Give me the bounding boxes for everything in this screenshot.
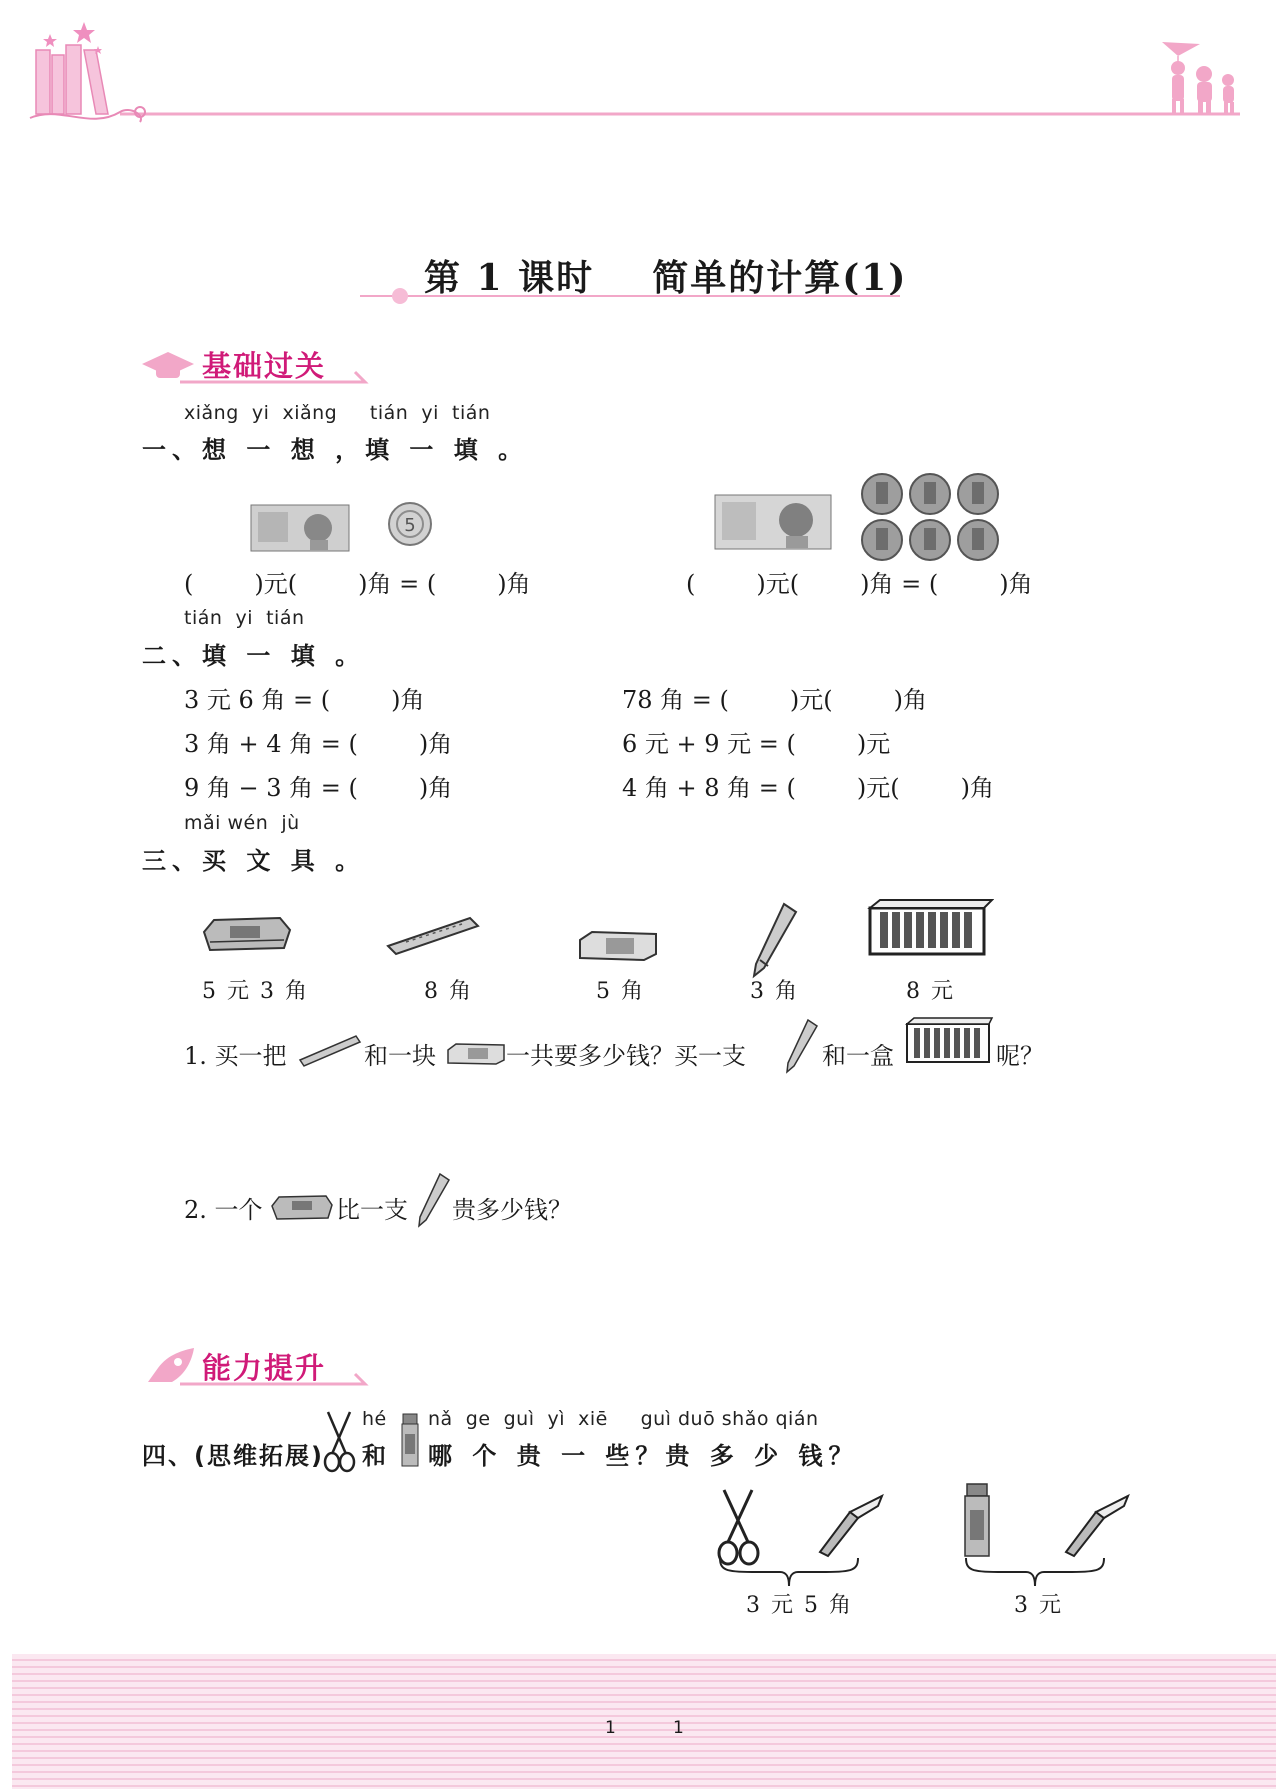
q2-heading: 二、填 一 填 。: [142, 642, 366, 670]
q3-sub1-part-b: 和一块: [364, 1042, 436, 1070]
q3-heading: 三、买 文 具 。: [142, 847, 366, 875]
q3-sub1-part-a: 1. 买一把: [184, 1042, 287, 1070]
pencil-case-icon: [200, 912, 292, 956]
pencil-icon: [750, 902, 800, 980]
brace-right: [962, 1556, 1108, 1590]
kids-silhouette: [1162, 42, 1234, 114]
banknote-10-yuan-icon: [714, 494, 832, 550]
header-decoration: [0, 0, 1287, 140]
books-ornament: [36, 45, 108, 114]
glue-stick-icon: [962, 1482, 992, 1560]
q1-blank-right: ( )元( )角 = ( )角: [686, 570, 1033, 598]
q3-sub2-part-a: 2. 一个: [184, 1196, 263, 1224]
section-title-basic: 基础过关: [202, 349, 327, 383]
price-crayon-box: 8 元: [906, 979, 955, 1004]
q3-sub1-part-e: 呢？: [996, 1042, 1044, 1070]
section-banner-basic: [140, 344, 370, 388]
q4-he: 和: [362, 1442, 392, 1470]
q4-pinyin-he: hé: [362, 1408, 387, 1430]
crayon-box-inline-icon: [904, 1016, 994, 1066]
ruler-inline-icon: [298, 1034, 362, 1068]
q2-row1-right: 78 角 = ( )元( )角: [622, 686, 928, 714]
glue-stick-inline-icon: [400, 1412, 420, 1470]
utility-knife-icon-2: [1060, 1492, 1132, 1558]
scissors-inline-icon: [322, 1410, 356, 1474]
q3-sub1-part-c: 一共要多少钱？买一支: [506, 1042, 746, 1070]
ruler-icon: [386, 916, 480, 956]
section-banner-ability: [140, 1346, 370, 1390]
q2-row3-left: 9 角 − 3 角 = ( )角: [184, 774, 453, 802]
q4-rest: 哪 个 贵 一 些？贵 多 少 钱？: [428, 1442, 859, 1470]
price-pencil-case: 5 元 3 角: [202, 979, 309, 1004]
pencil-inline-icon: [784, 1018, 820, 1074]
q3-sub2-part-c: 贵多少钱？: [452, 1196, 572, 1224]
pencil-case-inline-icon: [270, 1192, 334, 1224]
q1-blank-left: ( )元( )角 = ( )角: [184, 570, 531, 598]
lesson-title: 第 1 课时 简单的计算(1): [424, 257, 908, 299]
price-scissors-knife: 3 元 5 角: [746, 1593, 853, 1618]
price-eraser: 5 角: [596, 979, 645, 1004]
svg-text:5: 5: [404, 515, 416, 536]
page-number-left: 1: [605, 1718, 616, 1738]
price-ruler: 8 角: [424, 979, 473, 1004]
pencil-inline-icon-2: [416, 1172, 452, 1228]
q2-row2-left: 3 角 + 4 角 = ( )角: [184, 730, 453, 758]
section-title-ability: 能力提升: [202, 1351, 327, 1385]
coin-5-jiao-icon: [386, 500, 434, 548]
q4-pinyin-rest: nǎ ge guì yì xiē guì duō shǎo qián: [428, 1408, 819, 1430]
brace-left: [716, 1556, 862, 1590]
q3-sub1-part-d: 和一盒: [822, 1042, 894, 1070]
q1-pinyin: xiǎng yi xiǎng tián yi tián: [184, 402, 491, 424]
banknote-5-yuan-icon: [250, 504, 350, 552]
header-ornament: [0, 0, 1287, 140]
utility-knife-icon: [814, 1492, 886, 1558]
eraser-inline-icon: [446, 1042, 506, 1066]
q3-sub2-part-b: 比一支: [336, 1196, 408, 1224]
q4-label: 四、(思维拓展): [142, 1442, 324, 1470]
price-pencil: 3 角: [750, 979, 799, 1004]
q2-row2-right: 6 元 + 9 元 = ( )元: [622, 730, 891, 758]
title-underline: [360, 284, 900, 308]
coins-6-jiao-icon: [860, 472, 1002, 564]
eraser-icon: [576, 930, 660, 962]
q2-pinyin: tián yi tián: [184, 607, 305, 629]
q2-row3-right: 4 角 + 8 角 = ( )元( )角: [622, 774, 995, 802]
crayon-box-icon: [866, 898, 994, 960]
q1-heading: 一、想 一 想 ，填 一 填 。: [142, 436, 529, 464]
page-number-right: 1: [673, 1718, 684, 1738]
q3-pinyin: mǎi wén jù: [184, 812, 300, 834]
footer-band: [12, 1654, 1276, 1789]
price-glue-knife: 3 元: [1014, 1593, 1063, 1618]
q2-row1-left: 3 元 6 角 = ( )角: [184, 686, 425, 714]
